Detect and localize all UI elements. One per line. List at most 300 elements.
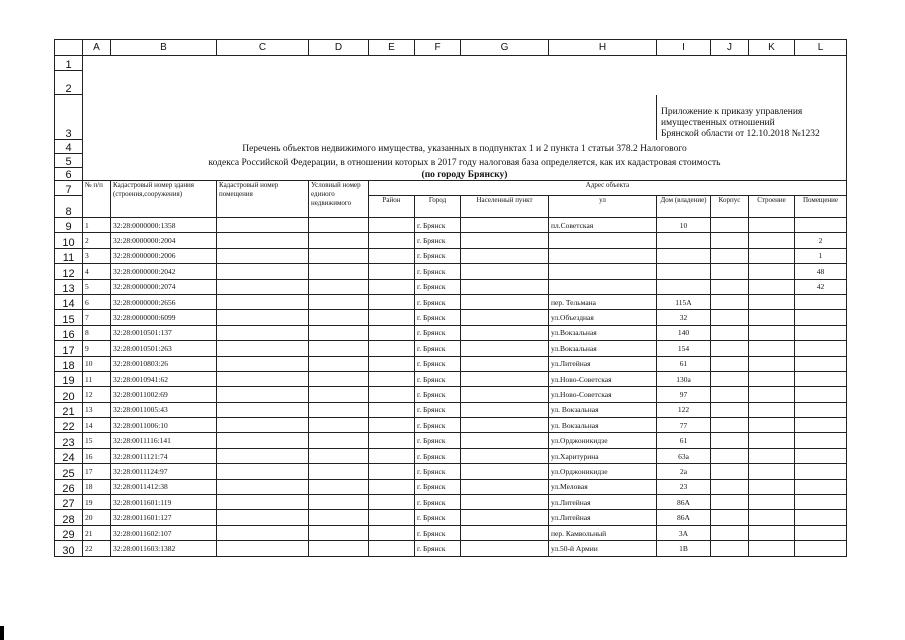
- document-title-line-2[interactable]: кодекса Российской Федерации, в отношении которых в 2017 году налоговая база определяется, как их кадастровая стоимость: [83, 154, 847, 168]
- row-number[interactable]: 16: [55, 325, 83, 340]
- cell-street[interactable]: ул.Меловая: [549, 479, 657, 494]
- cell-locality[interactable]: [461, 387, 549, 402]
- cell-number[interactable]: 8: [83, 325, 111, 340]
- cell-city[interactable]: г. Брянск: [415, 387, 461, 402]
- cell-building-cadastral[interactable]: 32:28:0000000:2074: [111, 279, 217, 294]
- header-korpus[interactable]: Корпус: [711, 196, 749, 218]
- cell-number[interactable]: 10: [83, 356, 111, 371]
- cell-building-cadastral[interactable]: 32:28:0000000:2006: [111, 248, 217, 263]
- cell-street[interactable]: ул.Вокзальная: [549, 341, 657, 356]
- cell-conditional-number[interactable]: [309, 510, 369, 525]
- cell-korpus[interactable]: [711, 448, 749, 463]
- cell-locality[interactable]: [461, 495, 549, 510]
- cell-street[interactable]: ул.Вокзальная: [549, 325, 657, 340]
- cell-district[interactable]: [369, 233, 415, 248]
- cell-building-cadastral[interactable]: 32:28:0010501:263: [111, 341, 217, 356]
- column-header-l[interactable]: L: [795, 40, 847, 56]
- cell-house[interactable]: 77: [657, 418, 711, 433]
- row-number[interactable]: 9: [55, 218, 83, 233]
- cell-building-cadastral[interactable]: 32:28:0011603:1382: [111, 541, 217, 556]
- cell-premise-cadastral[interactable]: [217, 248, 309, 263]
- cell-house[interactable]: 61: [657, 433, 711, 448]
- cell-house[interactable]: 32: [657, 310, 711, 325]
- cell-stroenie[interactable]: [749, 356, 795, 371]
- cell-pomeshchenie[interactable]: [795, 310, 847, 325]
- cell-district[interactable]: [369, 495, 415, 510]
- cell-conditional-number[interactable]: [309, 448, 369, 463]
- cell-locality[interactable]: [461, 218, 549, 233]
- cell-district[interactable]: [369, 294, 415, 309]
- cell-district[interactable]: [369, 402, 415, 417]
- cell-locality[interactable]: [461, 510, 549, 525]
- cell-stroenie[interactable]: [749, 310, 795, 325]
- cell-korpus[interactable]: [711, 402, 749, 417]
- column-header-f[interactable]: F: [415, 40, 461, 56]
- cell-stroenie[interactable]: [749, 279, 795, 294]
- cell-house[interactable]: 63а: [657, 448, 711, 463]
- cell-district[interactable]: [369, 448, 415, 463]
- cell-stroenie[interactable]: [749, 387, 795, 402]
- cell-street[interactable]: ул.Ново-Советская: [549, 371, 657, 386]
- cell-street[interactable]: ул.Литейная: [549, 356, 657, 371]
- cell-number[interactable]: 9: [83, 341, 111, 356]
- cell-city[interactable]: г. Брянск: [415, 448, 461, 463]
- cell-conditional-number[interactable]: [309, 479, 369, 494]
- cell-city[interactable]: г. Брянск: [415, 418, 461, 433]
- cell-building-cadastral[interactable]: 32:28:0011412:38: [111, 479, 217, 494]
- cell-korpus[interactable]: [711, 510, 749, 525]
- cell-district[interactable]: [369, 341, 415, 356]
- cell-house[interactable]: 3А: [657, 525, 711, 540]
- cell-street[interactable]: ул.Объездная: [549, 310, 657, 325]
- cell-conditional-number[interactable]: [309, 433, 369, 448]
- header-conditional-number[interactable]: Условный номер единого недвижимого: [309, 181, 369, 218]
- cell-city[interactable]: г. Брянск: [415, 402, 461, 417]
- cell-building-cadastral[interactable]: 32:28:0010941:62: [111, 371, 217, 386]
- cell-korpus[interactable]: [711, 387, 749, 402]
- cell-city[interactable]: г. Брянск: [415, 233, 461, 248]
- row-number[interactable]: 22: [55, 418, 83, 433]
- cell-conditional-number[interactable]: [309, 264, 369, 279]
- cell-korpus[interactable]: [711, 264, 749, 279]
- row-number[interactable]: 12: [55, 264, 83, 279]
- cell-korpus[interactable]: [711, 294, 749, 309]
- cell-house[interactable]: 23: [657, 479, 711, 494]
- cell-stroenie[interactable]: [749, 233, 795, 248]
- cell-district[interactable]: [369, 356, 415, 371]
- cell-building-cadastral[interactable]: 32:28:0011005:43: [111, 402, 217, 417]
- cell-house[interactable]: [657, 248, 711, 263]
- cell-locality[interactable]: [461, 294, 549, 309]
- cell-locality[interactable]: [461, 525, 549, 540]
- row-number[interactable]: 14: [55, 294, 83, 309]
- row-number[interactable]: 21: [55, 402, 83, 417]
- cell-korpus[interactable]: [711, 356, 749, 371]
- cell-locality[interactable]: [461, 464, 549, 479]
- column-header-c[interactable]: C: [217, 40, 309, 56]
- cell-building-cadastral[interactable]: 32:28:0000000:2042: [111, 264, 217, 279]
- cell-pomeshchenie[interactable]: [795, 387, 847, 402]
- row-number[interactable]: 18: [55, 356, 83, 371]
- cell-street[interactable]: [549, 279, 657, 294]
- cell-city[interactable]: г. Брянск: [415, 371, 461, 386]
- cell-city[interactable]: г. Брянск: [415, 325, 461, 340]
- cell-house[interactable]: 1В: [657, 541, 711, 556]
- cell-stroenie[interactable]: [749, 541, 795, 556]
- row-number[interactable]: 20: [55, 387, 83, 402]
- row-number[interactable]: 30: [55, 541, 83, 556]
- empty-cell[interactable]: [83, 56, 847, 71]
- row-number[interactable]: 10: [55, 233, 83, 248]
- cell-district[interactable]: [369, 510, 415, 525]
- cell-korpus[interactable]: [711, 325, 749, 340]
- cell-premise-cadastral[interactable]: [217, 433, 309, 448]
- cell-stroenie[interactable]: [749, 495, 795, 510]
- cell-district[interactable]: [369, 248, 415, 263]
- cell-house[interactable]: 2а: [657, 464, 711, 479]
- cell-building-cadastral[interactable]: 32:28:0011121:74: [111, 448, 217, 463]
- cell-city[interactable]: г. Брянск: [415, 248, 461, 263]
- cell-pomeshchenie[interactable]: [795, 510, 847, 525]
- cell-locality[interactable]: [461, 418, 549, 433]
- empty-cell[interactable]: [83, 71, 847, 95]
- cell-building-cadastral[interactable]: 32:28:0011601:119: [111, 495, 217, 510]
- cell-locality[interactable]: [461, 310, 549, 325]
- cell-conditional-number[interactable]: [309, 233, 369, 248]
- row-number[interactable]: 7: [55, 181, 83, 196]
- header-street[interactable]: ул: [549, 196, 657, 218]
- cell-conditional-number[interactable]: [309, 371, 369, 386]
- cell-locality[interactable]: [461, 356, 549, 371]
- cell-number[interactable]: 12: [83, 387, 111, 402]
- cell-korpus[interactable]: [711, 341, 749, 356]
- cell-house[interactable]: [657, 279, 711, 294]
- cell-number[interactable]: 18: [83, 479, 111, 494]
- cell-pomeshchenie[interactable]: [795, 433, 847, 448]
- column-header-k[interactable]: K: [749, 40, 795, 56]
- cell-pomeshchenie[interactable]: [795, 479, 847, 494]
- cell-conditional-number[interactable]: [309, 279, 369, 294]
- cell-number[interactable]: 17: [83, 464, 111, 479]
- cell-conditional-number[interactable]: [309, 402, 369, 417]
- cell-stroenie[interactable]: [749, 264, 795, 279]
- cell-pomeshchenie[interactable]: 1: [795, 248, 847, 263]
- cell-locality[interactable]: [461, 264, 549, 279]
- cell-locality[interactable]: [461, 248, 549, 263]
- cell-pomeshchenie[interactable]: [795, 525, 847, 540]
- cell-street[interactable]: пер. Камвольный: [549, 525, 657, 540]
- row-number[interactable]: 28: [55, 510, 83, 525]
- column-header-i[interactable]: I: [657, 40, 711, 56]
- cell-pomeshchenie[interactable]: [795, 495, 847, 510]
- cell-locality[interactable]: [461, 325, 549, 340]
- header-district[interactable]: Район: [369, 196, 415, 218]
- cell-pomeshchenie[interactable]: 42: [795, 279, 847, 294]
- cell-district[interactable]: [369, 325, 415, 340]
- cell-korpus[interactable]: [711, 279, 749, 294]
- column-header-g[interactable]: G: [461, 40, 549, 56]
- cell-stroenie[interactable]: [749, 448, 795, 463]
- cell-house[interactable]: 10: [657, 218, 711, 233]
- cell-building-cadastral[interactable]: 32:28:0011124:97: [111, 464, 217, 479]
- cell-pomeshchenie[interactable]: [795, 325, 847, 340]
- cell-number[interactable]: 22: [83, 541, 111, 556]
- cell-conditional-number[interactable]: [309, 418, 369, 433]
- cell-premise-cadastral[interactable]: [217, 325, 309, 340]
- cell-number[interactable]: 1: [83, 218, 111, 233]
- cell-korpus[interactable]: [711, 233, 749, 248]
- cell-street[interactable]: ул.Литейная: [549, 510, 657, 525]
- cell-premise-cadastral[interactable]: [217, 541, 309, 556]
- cell-premise-cadastral[interactable]: [217, 371, 309, 386]
- document-title-line-3[interactable]: (по городу Брянску): [83, 168, 847, 181]
- cell-pomeshchenie[interactable]: [795, 218, 847, 233]
- cell-building-cadastral[interactable]: 32:28:0000000:2004: [111, 233, 217, 248]
- cell-building-cadastral[interactable]: 32:28:0010803:26: [111, 356, 217, 371]
- cell-house[interactable]: 115А: [657, 294, 711, 309]
- cell-pomeshchenie[interactable]: [795, 371, 847, 386]
- cell-conditional-number[interactable]: [309, 248, 369, 263]
- cell-street[interactable]: ул.Орджоникидзе: [549, 464, 657, 479]
- header-locality[interactable]: Населенный пункт: [461, 196, 549, 218]
- cell-locality[interactable]: [461, 433, 549, 448]
- row-number[interactable]: 5: [55, 154, 83, 168]
- cell-locality[interactable]: [461, 341, 549, 356]
- cell-premise-cadastral[interactable]: [217, 341, 309, 356]
- column-header-h[interactable]: H: [549, 40, 657, 56]
- empty-cell[interactable]: [83, 95, 657, 140]
- cell-pomeshchenie[interactable]: [795, 541, 847, 556]
- cell-pomeshchenie[interactable]: [795, 402, 847, 417]
- cell-pomeshchenie[interactable]: [795, 418, 847, 433]
- cell-number[interactable]: 15: [83, 433, 111, 448]
- column-header-b[interactable]: B: [111, 40, 217, 56]
- cell-house[interactable]: 86А: [657, 495, 711, 510]
- cell-street[interactable]: пл.Советская: [549, 218, 657, 233]
- row-number[interactable]: 3: [55, 95, 83, 140]
- cell-stroenie[interactable]: [749, 218, 795, 233]
- header-premise-cadastral[interactable]: Кадастровый номер помещения: [217, 181, 309, 218]
- cell-number[interactable]: 20: [83, 510, 111, 525]
- cell-stroenie[interactable]: [749, 418, 795, 433]
- cell-locality[interactable]: [461, 233, 549, 248]
- cell-district[interactable]: [369, 418, 415, 433]
- cell-conditional-number[interactable]: [309, 495, 369, 510]
- cell-number[interactable]: 4: [83, 264, 111, 279]
- cell-district[interactable]: [369, 387, 415, 402]
- cell-number[interactable]: 14: [83, 418, 111, 433]
- cell-conditional-number[interactable]: [309, 325, 369, 340]
- cell-house[interactable]: [657, 233, 711, 248]
- cell-street[interactable]: [549, 233, 657, 248]
- column-header-e[interactable]: E: [369, 40, 415, 56]
- cell-stroenie[interactable]: [749, 433, 795, 448]
- cell-premise-cadastral[interactable]: [217, 479, 309, 494]
- cell-number[interactable]: 7: [83, 310, 111, 325]
- row-number[interactable]: 25: [55, 464, 83, 479]
- cell-locality[interactable]: [461, 448, 549, 463]
- cell-city[interactable]: г. Брянск: [415, 464, 461, 479]
- cell-district[interactable]: [369, 525, 415, 540]
- header-address[interactable]: Адрес объекта: [369, 181, 847, 196]
- cell-district[interactable]: [369, 279, 415, 294]
- header-number[interactable]: № п/п: [83, 181, 111, 218]
- cell-city[interactable]: г. Брянск: [415, 218, 461, 233]
- cell-city[interactable]: г. Брянск: [415, 495, 461, 510]
- cell-stroenie[interactable]: [749, 248, 795, 263]
- cell-pomeshchenie[interactable]: [795, 341, 847, 356]
- cell-locality[interactable]: [461, 371, 549, 386]
- cell-premise-cadastral[interactable]: [217, 464, 309, 479]
- cell-street[interactable]: ул. Вокзальная: [549, 402, 657, 417]
- cell-street[interactable]: [549, 248, 657, 263]
- cell-conditional-number[interactable]: [309, 294, 369, 309]
- cell-korpus[interactable]: [711, 525, 749, 540]
- cell-premise-cadastral[interactable]: [217, 387, 309, 402]
- row-number[interactable]: 27: [55, 495, 83, 510]
- cell-number[interactable]: 11: [83, 371, 111, 386]
- cell-pomeshchenie[interactable]: [795, 464, 847, 479]
- row-number[interactable]: 26: [55, 479, 83, 494]
- cell-building-cadastral[interactable]: 32:28:0000000:6099: [111, 310, 217, 325]
- corner-cell[interactable]: [55, 40, 83, 56]
- cell-conditional-number[interactable]: [309, 387, 369, 402]
- cell-premise-cadastral[interactable]: [217, 510, 309, 525]
- row-number[interactable]: 2: [55, 71, 83, 95]
- cell-district[interactable]: [369, 479, 415, 494]
- cell-premise-cadastral[interactable]: [217, 448, 309, 463]
- cell-pomeshchenie[interactable]: [795, 294, 847, 309]
- cell-korpus[interactable]: [711, 310, 749, 325]
- header-stroenie[interactable]: Строение: [749, 196, 795, 218]
- cell-number[interactable]: 19: [83, 495, 111, 510]
- cell-street[interactable]: ул.Литейная: [549, 495, 657, 510]
- cell-city[interactable]: г. Брянск: [415, 294, 461, 309]
- cell-city[interactable]: г. Брянск: [415, 541, 461, 556]
- cell-building-cadastral[interactable]: 32:28:0011116:141: [111, 433, 217, 448]
- cell-premise-cadastral[interactable]: [217, 310, 309, 325]
- cell-conditional-number[interactable]: [309, 525, 369, 540]
- cell-premise-cadastral[interactable]: [217, 418, 309, 433]
- cell-conditional-number[interactable]: [309, 218, 369, 233]
- row-number[interactable]: 15: [55, 310, 83, 325]
- cell-stroenie[interactable]: [749, 402, 795, 417]
- cell-korpus[interactable]: [711, 248, 749, 263]
- row-number[interactable]: 1: [55, 56, 83, 71]
- row-number[interactable]: 8: [55, 196, 83, 218]
- column-header-j[interactable]: J: [711, 40, 749, 56]
- cell-premise-cadastral[interactable]: [217, 233, 309, 248]
- cell-city[interactable]: г. Брянск: [415, 433, 461, 448]
- cell-korpus[interactable]: [711, 495, 749, 510]
- row-number[interactable]: 11: [55, 248, 83, 263]
- cell-city[interactable]: г. Брянск: [415, 356, 461, 371]
- cell-conditional-number[interactable]: [309, 341, 369, 356]
- document-title-line-1[interactable]: Перечень объектов недвижимого имущества, указанных в подпунктах 1 и 2 пункта 1 статьи 378.2 Налогового: [83, 140, 847, 154]
- cell-stroenie[interactable]: [749, 294, 795, 309]
- cell-house[interactable]: 61: [657, 356, 711, 371]
- cell-premise-cadastral[interactable]: [217, 279, 309, 294]
- cell-street[interactable]: ул. Вокзальная: [549, 418, 657, 433]
- cell-number[interactable]: 16: [83, 448, 111, 463]
- cell-locality[interactable]: [461, 402, 549, 417]
- cell-building-cadastral[interactable]: 32:28:0000000:2656: [111, 294, 217, 309]
- cell-building-cadastral[interactable]: 32:28:0011602:107: [111, 525, 217, 540]
- cell-city[interactable]: г. Брянск: [415, 264, 461, 279]
- header-pomeshchenie[interactable]: Помещение: [795, 196, 847, 218]
- cell-conditional-number[interactable]: [309, 464, 369, 479]
- cell-building-cadastral[interactable]: 32:28:0000000:1358: [111, 218, 217, 233]
- cell-district[interactable]: [369, 371, 415, 386]
- cell-stroenie[interactable]: [749, 479, 795, 494]
- cell-stroenie[interactable]: [749, 341, 795, 356]
- cell-premise-cadastral[interactable]: [217, 525, 309, 540]
- cell-city[interactable]: г. Брянск: [415, 510, 461, 525]
- row-number[interactable]: 23: [55, 433, 83, 448]
- cell-house[interactable]: 140: [657, 325, 711, 340]
- cell-premise-cadastral[interactable]: [217, 294, 309, 309]
- row-number[interactable]: 13: [55, 279, 83, 294]
- cell-stroenie[interactable]: [749, 510, 795, 525]
- cell-korpus[interactable]: [711, 433, 749, 448]
- cell-locality[interactable]: [461, 479, 549, 494]
- cell-building-cadastral[interactable]: 32:28:0010501:137: [111, 325, 217, 340]
- cell-street[interactable]: ул.Ново-Советская: [549, 387, 657, 402]
- cell-korpus[interactable]: [711, 371, 749, 386]
- row-number[interactable]: 4: [55, 140, 83, 154]
- cell-number[interactable]: 5: [83, 279, 111, 294]
- cell-korpus[interactable]: [711, 218, 749, 233]
- cell-street[interactable]: ул.50-й Армии: [549, 541, 657, 556]
- cell-stroenie[interactable]: [749, 525, 795, 540]
- cell-stroenie[interactable]: [749, 464, 795, 479]
- header-house[interactable]: Дом (владение): [657, 196, 711, 218]
- cell-korpus[interactable]: [711, 418, 749, 433]
- cell-korpus[interactable]: [711, 464, 749, 479]
- cell-house[interactable]: [657, 264, 711, 279]
- cell-house[interactable]: 97: [657, 387, 711, 402]
- row-number[interactable]: 17: [55, 341, 83, 356]
- column-header-a[interactable]: A: [83, 40, 111, 56]
- cell-city[interactable]: г. Брянск: [415, 310, 461, 325]
- cell-district[interactable]: [369, 541, 415, 556]
- cell-street[interactable]: ул.Харитурина: [549, 448, 657, 463]
- cell-korpus[interactable]: [711, 541, 749, 556]
- cell-premise-cadastral[interactable]: [217, 218, 309, 233]
- cell-conditional-number[interactable]: [309, 310, 369, 325]
- row-number[interactable]: 29: [55, 525, 83, 540]
- cell-house[interactable]: 130а: [657, 371, 711, 386]
- appendix-note[interactable]: Приложение к приказу управления имущественных отношений Брянской области от 12.10.2018 №1232: [657, 95, 847, 140]
- cell-pomeshchenie[interactable]: [795, 448, 847, 463]
- cell-number[interactable]: 6: [83, 294, 111, 309]
- row-number[interactable]: 6: [55, 168, 83, 181]
- cell-house[interactable]: 154: [657, 341, 711, 356]
- cell-conditional-number[interactable]: [309, 356, 369, 371]
- cell-street[interactable]: [549, 264, 657, 279]
- cell-district[interactable]: [369, 310, 415, 325]
- cell-conditional-number[interactable]: [309, 541, 369, 556]
- cell-district[interactable]: [369, 433, 415, 448]
- cell-locality[interactable]: [461, 279, 549, 294]
- cell-pomeshchenie[interactable]: 48: [795, 264, 847, 279]
- cell-city[interactable]: г. Брянск: [415, 341, 461, 356]
- cell-korpus[interactable]: [711, 479, 749, 494]
- cell-pomeshchenie[interactable]: [795, 356, 847, 371]
- cell-pomeshchenie[interactable]: 2: [795, 233, 847, 248]
- cell-district[interactable]: [369, 264, 415, 279]
- cell-city[interactable]: г. Брянск: [415, 279, 461, 294]
